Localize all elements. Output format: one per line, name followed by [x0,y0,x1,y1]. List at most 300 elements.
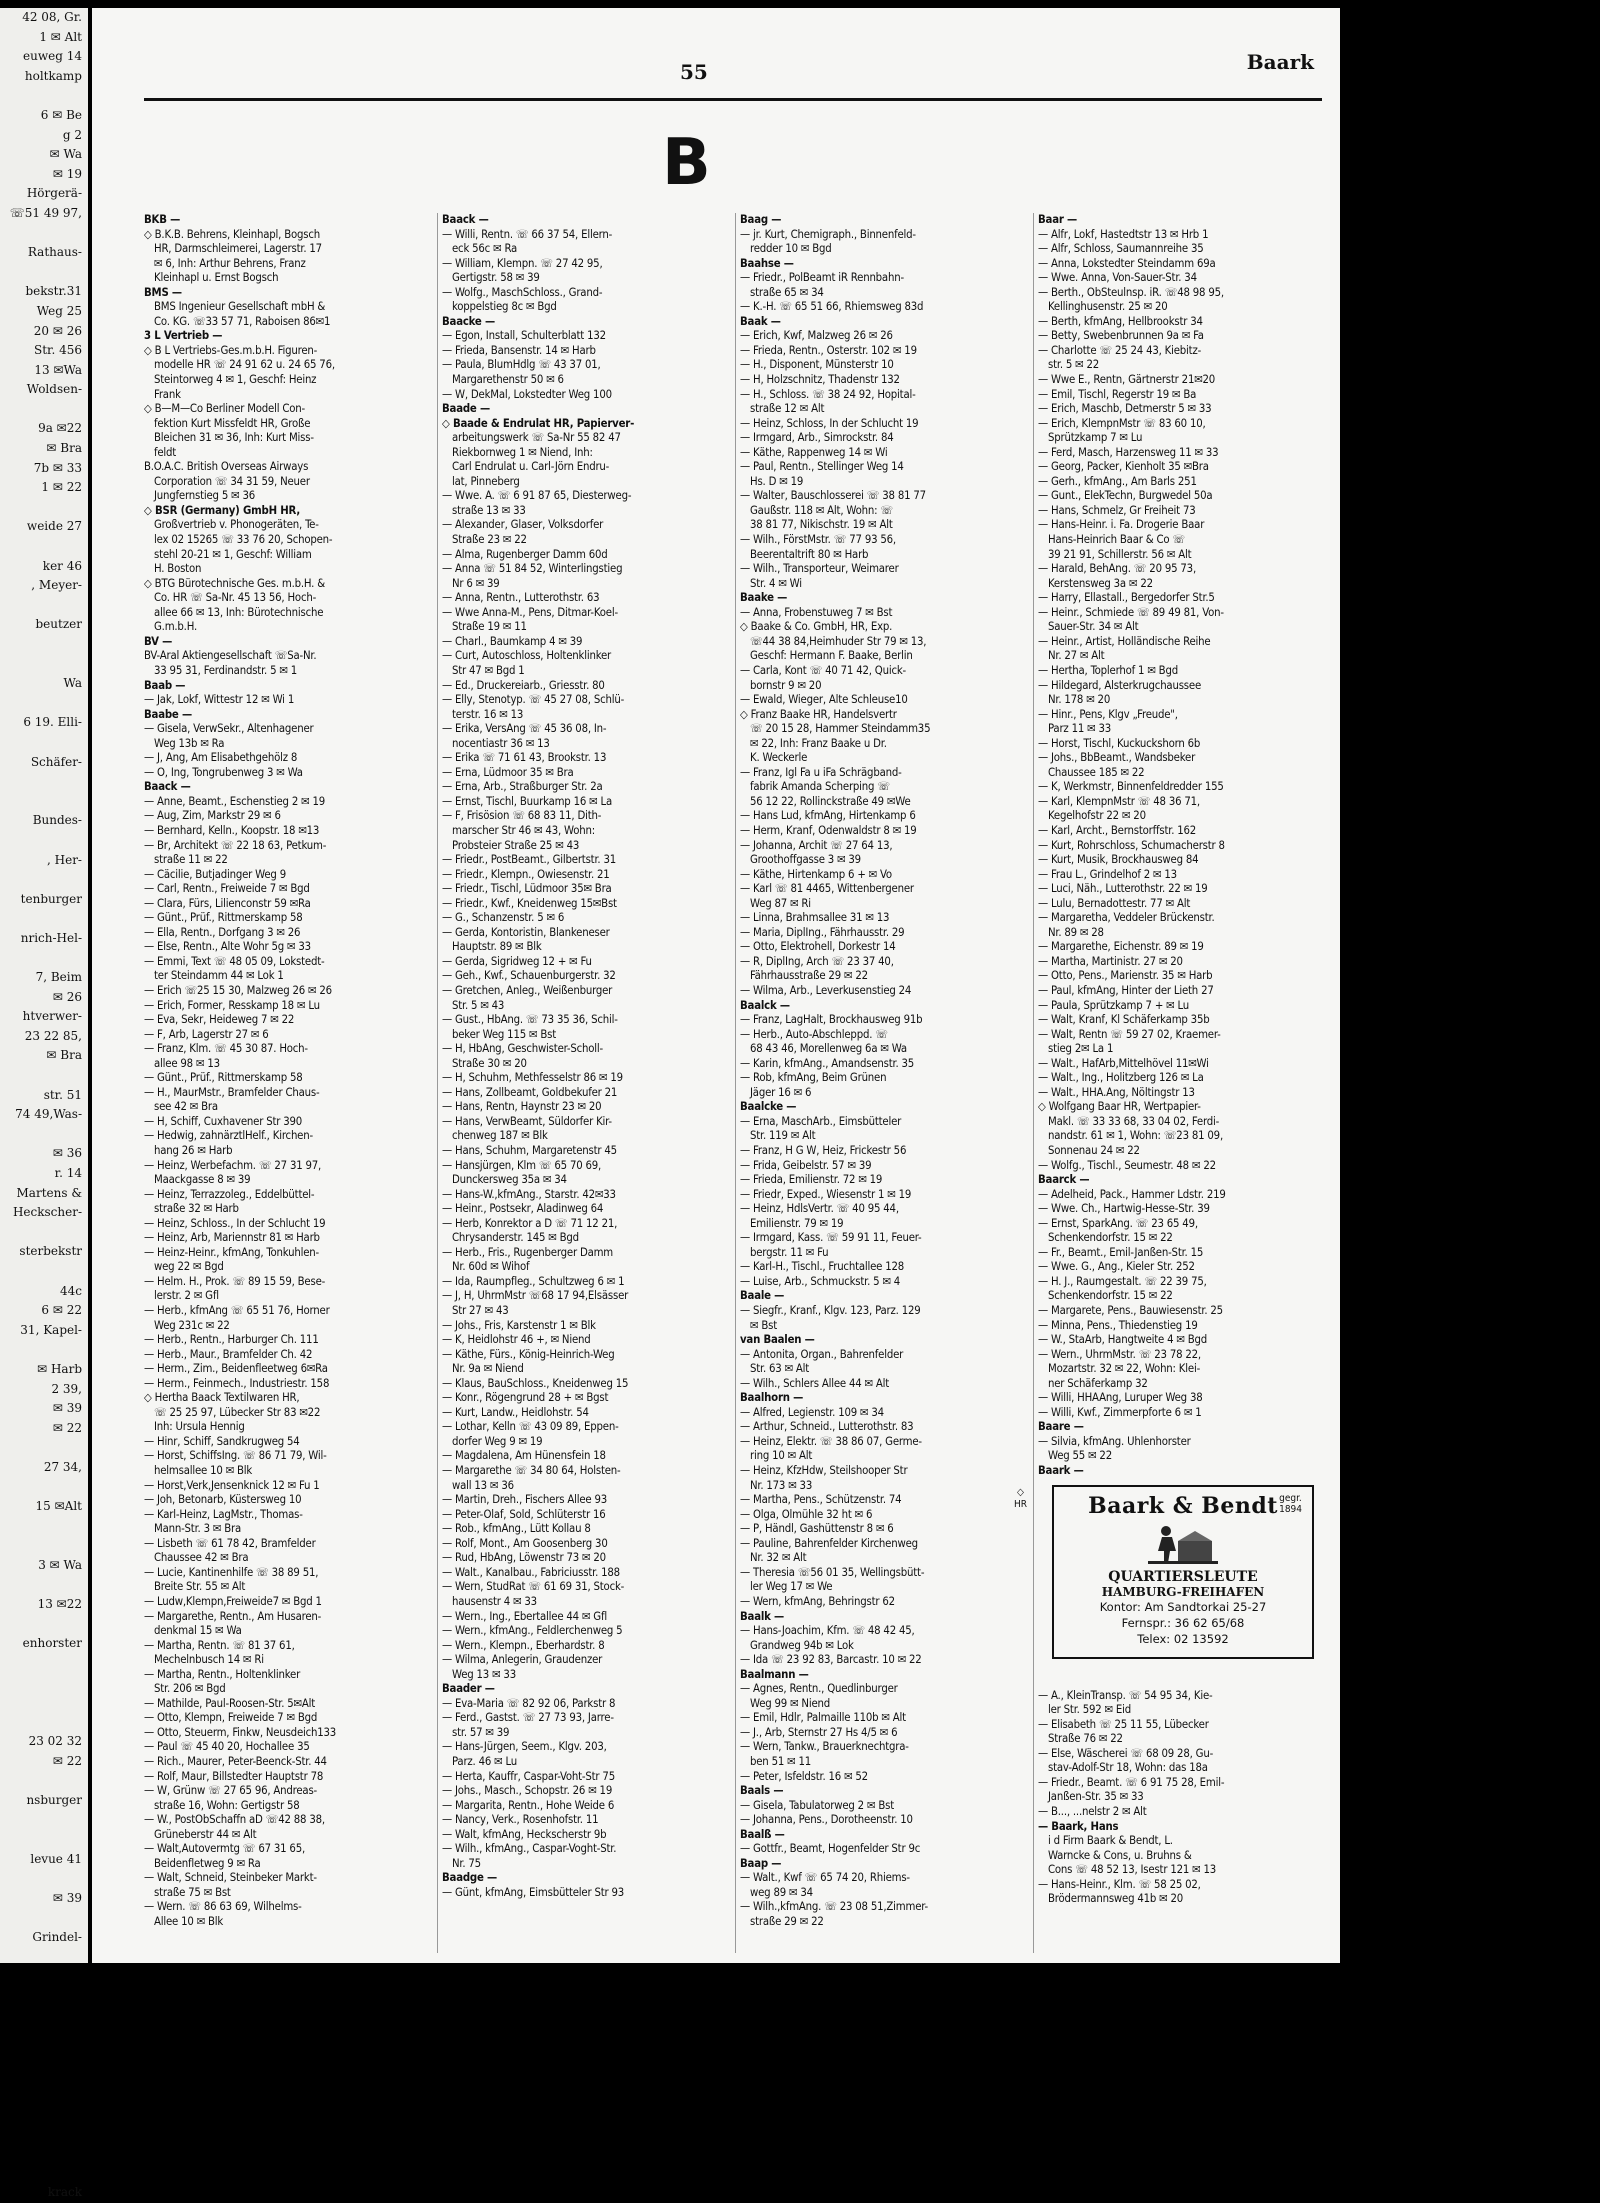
directory-entry-line: ☏ 20 15 28, Hammer Steindamm35 [750,722,931,736]
directory-entry-line: Weg 13 ✉ 33 [452,1667,516,1681]
directory-entry-line: ◇ Franz Baake HR, Handelsvertr [740,707,897,721]
column-4-entries-after-ad [1038,1689,1320,1907]
surname-heading: Baalck — [740,998,790,1012]
directory-entry-line: hausenstr 4 ✉ 33 [452,1594,537,1608]
directory-entry-line: ✉ Bst [750,1318,777,1332]
ad-founded [1279,1493,1302,1515]
fragment-line: beutzer [35,617,82,632]
directory-entry-line: — Alma, Rugenberger Damm 60d [442,547,608,561]
directory-entry-line: — Erich, Maschb, Detmerstr 5 ✉ 33 [1038,402,1212,416]
directory-entry-line: — Lothar, Kelln ☏ 43 09 89, Eppen- [442,1420,619,1434]
directory-entry-line: ◇ BTG Bürotechnische Ges. m.b.H. & [144,576,325,590]
directory-entry-line: ter Steindamm 44 ✉ Lok 1 [154,969,284,983]
directory-entry-line: Str. 63 ✉ Alt [750,1362,810,1376]
directory-entry-line: — Frieda, Rentn., Osterstr. 102 ✉ 19 [740,343,917,357]
directory-entry-line: fabrik Amanda Scherping ☏ [750,780,890,794]
directory-entry-line: — Walt., HHA.Ang, Nöltingstr 13 [1038,1085,1195,1099]
directory-entry-line: — Heinr., Postsekr, Aladinweg 64 [442,1202,604,1216]
directory-entry-line: Str. 206 ✉ Bgd [154,1682,226,1696]
directory-entry-line: wall 13 ✉ 36 [452,1478,514,1492]
directory-entry-line: — Erich, Former, Resskamp 18 ✉ Lu [144,998,320,1012]
directory-entry-line: Str. 119 ✉ Alt [750,1129,816,1143]
directory-entry-line: — Otto, Steuerm, Finkw, Neusdeich133 [144,1725,337,1739]
fragment-line: 74 49,Was- [15,1107,82,1122]
surname-heading: Baarck — [1038,1173,1090,1187]
directory-entry-line: — Otto, Elektrohell, Dorkestr 14 [740,940,896,954]
fragment-line: Wa [63,676,82,691]
directory-entry-line: — J, H, UhrmMstr ☏68 17 94,Elsässer [442,1289,629,1303]
directory-entry-line: — Anne, Beamt., Eschenstieg 2 ✉ 19 [144,794,326,808]
directory-entry-line: Breite Str. 55 ✉ Alt [154,1580,246,1594]
directory-entry-line: — Alfr, Schloss, Saumannreihe 35 [1038,242,1204,256]
fragment-line [0,1125,88,1145]
directory-entry-line: Nr. 178 ✉ 20 [1048,693,1111,707]
surname-heading: BV — [144,634,173,648]
directory-entry-line: — Wwe. Anna, Von-Sauer-Str. 34 [1038,271,1197,285]
directory-entry-line: — Hans-W.,kfmAng., Starstr. 42✉33 [442,1187,616,1201]
directory-entry-line: — Minna, Pens., Thiedenstieg 19 [1038,1318,1198,1332]
directory-entry-line: Jungfernstieg 5 ✉ 36 [154,489,255,503]
directory-entry-line: — Hans, Zollbeamt, Goldbekufer 21 [442,1085,618,1099]
fragment-line: , Her- [47,852,82,867]
surname-heading: Baake — [740,591,788,605]
column-1 [144,213,426,1953]
directory-entry-line: — Helm. H., Prok. ☏ 89 15 59, Bese- [144,1274,326,1288]
fragment-line: ✉ Harb [37,1361,82,1376]
directory-entry-line: — Walt, Kranf, Kl Schäferkamp 35b [1038,1013,1210,1027]
fragment-line [0,1909,88,1929]
directory-entry-line: Warncke & Cons, u. Bruhns & [1048,1848,1192,1862]
directory-entry-line: fektion Kurt Missfeldt HR, Große [154,416,311,430]
surname-heading: 3 L Vertrieb — [144,329,223,343]
fragment-line: ker 46 [42,558,82,573]
directory-entry-line: — Heinr., Artist, Holländische Reihe [1038,634,1211,648]
directory-entry-line: chenweg 187 ✉ Blk [452,1129,548,1143]
directory-entry-line: — Aug, Zim, Markstr 29 ✉ 6 [144,809,281,823]
column-divider [735,213,736,1953]
directory-entry-line: Mechelnbusch 14 ✉ Ri [154,1653,264,1667]
directory-entry-line: — Gunt., ElekTechn, Burgwedel 50a [1038,489,1213,503]
directory-entry-line: — Hans, VerwBeamt, Süldorfer Kir- [442,1114,612,1128]
fragment-line: 9a ✉22 [38,421,82,436]
directory-entry-line: — Irmgard, Kass. ☏ 59 91 11, Feuer- [740,1231,922,1245]
directory-entry-line: K. Weckerle [750,751,808,765]
directory-entry-line: stieg 2✉ La 1 [1048,1042,1114,1056]
directory-entry-line: — Berth, kfmAng, Hellbrookstr 34 [1038,314,1203,328]
directory-entry-line: helmsallee 10 ✉ Blk [154,1464,253,1478]
directory-entry-line: — Walt., Kanalbau., Fabriciusstr. 188 [442,1565,620,1579]
directory-entry-line: — Karl-Heinz, LagMstr., Thomas- [144,1507,303,1521]
fragment-line [0,733,88,753]
directory-entry-line: — Wilh., FörstMstr. ☏ 77 93 56, [740,533,896,547]
directory-entry-line: ner Schäferkamp 32 [1048,1376,1148,1390]
directory-entry-line: — jr. Kurt, Chemigraph., Binnenfeld- [740,227,916,241]
directory-entry-line: — Rolf, Mont., Am Goosenberg 30 [442,1536,608,1550]
directory-entry-line: modelle HR ☏ 24 91 62 u. 24 65 76, [154,358,335,372]
directory-entry-line: str. 5 ✉ 22 [1048,358,1100,372]
directory-entry-line: Mann-Str. 3 ✉ Bra [154,1522,241,1536]
directory-entry-line: — Alfr, Lokf, Hastedtstr 13 ✉ Hrb 1 [1038,227,1209,241]
directory-entry-line: — F, Frisösion ☏ 68 83 11, Dith- [442,809,602,823]
fragment-line [0,1438,88,1458]
directory-entry-line: — Jak, Lokf, Wittestr 12 ✉ Wi 1 [144,693,295,707]
scan-border [0,1963,1600,2177]
directory-entry-line: Cons ☏ 48 52 13, Isestr 121 ✉ 13 [1048,1863,1217,1877]
fragment-line: 3 ✉ Wa [38,1557,82,1572]
directory-entry-line: — Konr., Rögengrund 28 + ✉ Bgst [442,1391,609,1405]
directory-entry-line: — Gust., HbAng. ☏ 73 35 36, Schil- [442,1013,618,1027]
directory-entry-line: — Mathilde, Paul-Roosen-Str. 5✉Alt [144,1696,316,1710]
fragment-line: Heckscher- [12,1205,82,1220]
directory-entry-line: — Johs., BbBeamt., Wandsbeker [1038,751,1196,765]
fragment-line: g 2 [62,127,82,142]
surname-heading: Baak — [740,314,781,328]
directory-entry-line: — Walt, Schneid, Steinbeker Markt- [144,1871,317,1885]
column-4 [1014,213,1320,1953]
surname-heading: Baader — [442,1682,495,1696]
directory-entry-line: allee 98 ✉ 13 [154,1056,220,1070]
directory-entry-line: lex 02 15265 ☏ 33 76 20, Schopen- [154,533,333,547]
directory-entry-line: — Luise, Arb., Schmuckstr. 5 ✉ 4 [740,1274,901,1288]
directory-entry-line: — Herm., Zim., Beidenfleetweg 6✉Ra [144,1362,328,1376]
directory-entry-line: — Karl, KlempnMstr ☏ 48 36 71, [1038,794,1200,808]
fragment-line: 6 ✉ 22 [41,1303,82,1318]
ad-box [1052,1485,1314,1659]
directory-entry-line: — Hansjürgen, Klm ☏ 65 70 69, [442,1158,602,1172]
directory-entry-line: Frank [154,387,181,401]
directory-entry-line: ✉ 22, Inh: Franz Baake u Dr. [750,736,887,750]
directory-entry-line: — Wern., Klempn., Eberhardstr. 8 [442,1638,605,1652]
directory-entry-line: marscher Str 46 ✉ 43, Wohn: [452,823,595,837]
directory-entry-line: — Paul, kfmAng, Hinter der Lieth 27 [1038,983,1214,997]
directory-entry-line: — Kurt, Musik, Brockhausweg 84 [1038,853,1199,867]
directory-entry-line: — Carla, Kont ☏ 40 71 42, Quick- [740,663,907,677]
directory-entry-line: Grüneberstr 44 ✉ Alt [154,1827,257,1841]
directory-entry-line: — Gerda, Sigridweg 12 + ✉ Fu [442,954,592,968]
directory-entry-line: — Walt,Autovermtg ☏ 67 31 65, [144,1842,305,1856]
directory-entry-line: Kegelhofstr 22 ✉ 20 [1048,809,1146,823]
directory-entry-line: — Johs., Masch., Schopstr. 26 ✉ 19 [442,1784,613,1798]
directory-entry-line: Str. 5 ✉ 43 [452,998,505,1012]
directory-entry-line: — Erich, Kwf, Malzweg 26 ✉ 26 [740,329,893,343]
ad-founded-label: gegr. [1279,1492,1302,1504]
directory-entry-line: Hs. D ✉ 19 [750,474,804,488]
directory-entry-line: — Herb, Konrektor a D ☏ 71 12 21, [442,1216,618,1230]
directory-entry-line: — Pauline, Bahrenfelder Kirchenweg [740,1536,918,1550]
directory-entry-line: — Käthe, Fürs., König-Heinrich-Weg [442,1347,615,1361]
directory-entry-line: — Erich ☏25 15 30, Malzweg 26 ✉ 26 [144,983,332,997]
fragment-line [0,1576,88,1596]
directory-entry-line: — Friedr., Klempn., Owiesenstr. 21 [442,867,610,881]
directory-entry-line: — Lisbeth ☏ 61 78 42, Bramfelder [144,1536,316,1550]
directory-entry-line: — Hans-Jürgen, Seem., Klgv. 203, [442,1740,607,1754]
directory-entry-line: — Peter, Isfeldstr. 16 ✉ 52 [740,1769,868,1783]
directory-entry-line: — Friedr., Kwf., Kneidenweg 15✉Bst [442,896,617,910]
directory-entry-line: — P, Händl, Gashüttenstr 8 ✉ 6 [740,1522,894,1536]
fragment-line: str. 51 [43,1087,82,1102]
directory-entry-line: — Rud, HbAng, Löwenstr 73 ✉ 20 [442,1551,606,1565]
directory-entry-line: — Br, Architekt ☏ 22 18 63, Petkum- [144,838,327,852]
directory-entry-line: straße 65 ✉ 34 [750,285,824,299]
surname-heading: Baack — [442,213,489,226]
directory-entry-line: — Paul, Rentn., Stellinger Weg 14 [740,460,904,474]
directory-entry-line: Nr 6 ✉ 39 [452,576,500,590]
directory-entry-line: Maackgasse 8 ✉ 39 [154,1173,251,1187]
fragment-line: Hörgerä- [26,186,82,201]
directory-entry-line: — H. J., Raumgestalt. ☏ 22 39 75, [1038,1274,1207,1288]
directory-entry-line: Sonnenau 24 ✉ 22 [1048,1144,1140,1157]
fragment-line [0,694,88,714]
directory-entry-line: — Alfred, Legienstr. 109 ✉ 34 [740,1405,884,1419]
directory-entry-line: Allee 10 ✉ Blk [154,1914,224,1928]
directory-entry-line: — Wolfg., MaschSchloss., Grand- [442,285,603,299]
directory-entry-line: Nr. 60d ✉ Wihof [452,1260,530,1274]
directory-entry-line: — Lucie, Kantinenhilfe ☏ 38 89 51, [144,1565,319,1579]
directory-entry-line: straße 32 ✉ Harb [154,1202,239,1216]
directory-entry-line: — Martin, Dreh., Fischers Allee 93 [442,1493,607,1507]
directory-entry-line: beker Weg 115 ✉ Bst [452,1027,556,1041]
directory-entry-line: — Friedr., Tischl, Lüdmoor 35✉ Bra [442,882,612,896]
directory-entry-line: ✉ 6, Inh: Arthur Behrens, Franz [154,256,306,270]
directory-entry-line: — Lulu, Bernadottestr. 77 ✉ Alt [1038,896,1191,910]
fragment-line: holtkamp [24,68,82,83]
directory-entry-line: terstr. 16 ✉ 13 [452,707,524,721]
directory-entry-line: — Hans-Heinr. i. Fa. Drogerie Baar [1038,518,1205,532]
fragment-line: 20 ✉ 26 [33,323,82,338]
directory-entry-line: BMS Ingenieur Gesellschaft mbH & [154,300,326,314]
directory-entry-line: — Gottfr., Beamt, Hogenfelder Str 9c [740,1842,921,1856]
directory-entry-line: — Paul ☏ 45 40 20, Hochallee 35 [144,1740,310,1754]
directory-entry-line: — Heinz, Terrazzoleg., Eddelbüttel- [144,1187,315,1201]
directory-entry-line: hang 26 ✉ Harb [154,1144,233,1157]
directory-entry-line: — Wwe E., Rentn, Gärtnerstr 21✉20 [1038,373,1216,387]
directory-entry-line: — Georg, Packer, Kienholt 35 ✉Bra [1038,460,1209,474]
fragment-line [0,1223,88,1243]
directory-entry-line: Chaussee 185 ✉ 22 [1048,765,1145,779]
directory-entry-line: — Paula, Sprützkamp 7 + ✉ Lu [1038,998,1190,1012]
column-3 [740,213,1022,1953]
directory-columns [144,213,1324,1953]
directory-entry-line: — Horst, SchiffsIng. ☏ 86 71 79, Wil- [144,1449,327,1463]
directory-entry-line: — Baark, Hans [1038,1819,1119,1833]
directory-entry-line: — F, Arb, Lagerstr 27 ✉ 6 [144,1027,269,1041]
page-number: 55 [680,60,708,84]
surname-heading: Baals — [740,1784,784,1798]
directory-entry-line: — Johs., Fris, Karstenstr 1 ✉ Blk [442,1318,596,1332]
directory-entry-line: — Alexander, Glaser, Volksdorfer [442,518,604,532]
directory-entry-line: — Martha, Martinistr. 27 ✉ 20 [1038,954,1183,968]
directory-entry-line: — W., PostObSchaffn aD ☏42 88 38, [144,1813,325,1827]
directory-entry-line: ◇ B—M—Co Berliner Modell Con- [144,402,306,416]
fragment-line: Woldsen- [26,382,82,397]
fragment-line: Grindel- [32,1930,82,1945]
fragment-line: ✉ Wa [49,147,82,162]
directory-entry-line: — Wwe. Ch., Hartwig-Hesse-Str. 39 [1038,1202,1210,1216]
directory-entry-line: 39 21 91, Schillerstr. 56 ✉ Alt [1048,547,1192,561]
directory-entry-line: — Gerh., kfmAng., Am Barls 251 [1038,474,1197,488]
directory-entry-line: — Karl ☏ 81 4465, Wittenbergener [740,882,914,896]
ad-subtitle: QUARTIERSLEUTE [1108,1568,1258,1585]
directory-entry-line: str. 57 ✉ 39 [452,1725,510,1739]
directory-entry-line: — H, HbAng, Geschwister-Scholl- [442,1042,603,1056]
directory-entry-line: — A., KleinTransp. ☏ 54 95 34, Kie- [1038,1688,1213,1702]
directory-entry-line: — Wern., kfmAng., Feldlerchenweg 5 [442,1624,623,1638]
directory-entry-line: — Günt., Prüf., Rittmerskamp 58 [144,911,303,925]
fragment-line [0,86,88,106]
directory-entry-line: — Arthur, Schneid., Lutterothstr. 83 [740,1420,914,1434]
directory-entry-line: — Heinz, Arb, Mariennstr 81 ✉ Harb [144,1231,320,1245]
fragment-line: 7b ✉ 33 [33,460,82,475]
directory-entry-line: — Wern, Tankw., Brauerknechtgra- [740,1740,909,1754]
fragment-line: 42 08, Gr. [22,10,82,24]
directory-entry-line: Nr. 89 ✉ 28 [1048,925,1104,939]
directory-entry-line: ☏ 25 25 97, Lübecker Str 83 ✉22 [154,1405,321,1419]
directory-entry-line: Kellinghusenstr. 25 ✉ 20 [1048,300,1168,314]
directory-entry-line: Hauptstr. 89 ✉ Blk [452,940,542,954]
directory-entry-line: — Charlotte ☏ 25 24 43, Kiebitz- [1038,343,1202,357]
fragment-line: ✉ 39 [52,1401,82,1416]
fragment-line [0,1673,88,1693]
directory-entry-line: — Adelheid, Pack., Hammer Ldstr. 219 [1038,1187,1226,1201]
directory-entry-line: — Otto, Klempn, Freiweide 7 ✉ Bgd [144,1711,318,1725]
directory-entry-line: — Käthe, Rappenweg 14 ✉ Wi [740,445,888,459]
directory-entry-line: Groothoffgasse 3 ✉ 39 [750,853,861,867]
directory-entry-line: — Otto, Pens., Marienstr. 35 ✉ Harb [1038,969,1213,983]
directory-entry-line: — Rob, kfmAng, Beim Grünen [740,1071,887,1085]
directory-entry-line: stav-Adolf-Str 18, Wohn: das 18a [1048,1761,1208,1775]
fragment-line [0,1693,88,1713]
directory-entry-line: — H., Schloss. ☏ 38 24 92, Hopital- [740,387,916,401]
directory-entry-line: 38 81 77, Nikischstr. 19 ✉ Alt [750,518,893,532]
directory-entry-line: — Theresia ☏56 01 35, Wellingsbütt- [740,1565,925,1579]
fragment-line: enhorster [22,1636,82,1651]
fragment-line: 31, Kapel- [20,1322,82,1337]
directory-entry-line: — Nancy, Verk., Rosenhofstr. 11 [442,1813,599,1827]
directory-entry-line: — Erika, VersAng ☏ 45 36 08, In- [442,722,607,736]
directory-entry-line: — Franz, H G W, Heiz, Frickestr 56 [740,1144,907,1157]
directory-entry-line: — Walt, kfmAng, Heckscherstr 9b [442,1827,607,1841]
directory-entry-line: — Herta, Kauffr, Caspar-Voht-Str 75 [442,1769,615,1783]
directory-entry-line: — Harald, BehAng. ☏ 20 95 73, [1038,562,1196,576]
directory-entry-line: — Friedr, Exped., Wiesenstr 1 ✉ 19 [740,1187,912,1201]
directory-entry-line: lerstr. 2 ✉ Gfl [154,1289,219,1303]
directory-entry-line: Steintorweg 4 ✉ 1, Geschf: Heinz [154,373,317,387]
fragment-line: htverwer- [22,1009,82,1024]
directory-entry-line: — Frieda, Bansenstr. 14 ✉ Harb [442,343,596,357]
fragment-line [0,1771,88,1791]
directory-entry-line: G.m.b.H. [154,620,197,634]
directory-entry-line: — J., Arb, Sternstr 27 Hs 4/5 ✉ 6 [740,1725,898,1739]
directory-entry-line: — Ella, Rentn., Dorfgang 3 ✉ 26 [144,925,301,939]
directory-entry-line: Janßen-Str. 35 ✉ 33 [1048,1790,1144,1804]
ad-founded-year: 1894 [1279,1503,1302,1515]
directory-entry-line: — Emmi, Text ☏ 48 05 09, Lokstedt- [144,954,325,968]
directory-entry-line: — Wwe. G., Ang., Kieler Str. 252 [1038,1260,1195,1274]
directory-entry-line: — Wwe Anna-M., Pens, Ditmar-Koel- [442,605,618,619]
directory-entry-line: — W., StaArb, Hangtweite 4 ✉ Bgd [1038,1333,1208,1347]
fragment-line [0,1811,88,1831]
directory-entry-line: — Wern, kfmAng, Behringstr 62 [740,1594,895,1608]
directory-entry-line: ler Weg 17 ✉ We [750,1580,833,1594]
directory-entry-line: — Eva, Sekr, Heideweg 7 ✉ 22 [144,1013,295,1027]
directory-entry-line: straße 29 ✉ 22 [750,1914,824,1928]
directory-entry-line: — Herb., Rentn., Harburger Ch. 111 [144,1333,319,1347]
surname-heading: Baack — [144,780,191,794]
directory-entry-line: — Wilh.,kfmAng. ☏ 23 08 51,Zimmer- [740,1900,928,1914]
directory-entry-line: — Margarita, Rentn., Hohe Weide 6 [442,1798,615,1812]
directory-entry-line: — Gerda, Kontoristin, Blankeneser [442,925,610,939]
directory-entry-line: — Herb., Fris., Rugenberger Damm [442,1245,614,1259]
directory-entry-line: — Martha, Pens., Schützenstr. 74 [740,1493,902,1507]
directory-entry-line: Corporation ☏ 34 31 59, Neuer [154,474,310,488]
directory-entry-line: — Hans, Schuhm, Margaretenstr 45 [442,1144,617,1157]
directory-entry-line: — Erna, Arb., Straßburger Str. 2a [442,780,603,794]
directory-page [92,8,1340,1963]
fragment-line: ✉ 19 [52,166,82,181]
directory-entry-line: Grandweg 94b ✉ Lok [750,1638,854,1652]
fragment-line: 27 34, [43,1459,82,1474]
fragment-line: 1 ✉ 22 [41,480,82,495]
directory-entry-line: — Ludw,Klempn,Freiweide7 ✉ Bgd 1 [144,1594,322,1608]
directory-entry-line: straße 12 ✉ Alt [750,402,825,416]
surname-heading: Baark — [1038,1464,1084,1478]
directory-entry-line: — Curt, Autoschloss, Holtenklinker [442,649,612,663]
fragment-line [0,772,88,792]
directory-entry-line: weg 22 ✉ Bgd [154,1260,224,1274]
directory-entry-line: B.O.A.C. British Overseas Airways [144,460,309,474]
directory-entry-line: Nr. 75 [452,1856,481,1870]
directory-entry-line: — Bernhard, Kelln., Koopstr. 18 ✉13 [144,823,320,837]
running-head: Baark [1246,50,1314,74]
ad-marker [1014,1487,1027,1511]
directory-entry-line: ler Str. 592 ✉ Eid [1048,1703,1131,1717]
directory-entry-line: bergstr. 11 ✉ Fu [750,1245,829,1259]
directory-entry-line: Straße 30 ✉ 20 [452,1056,527,1070]
directory-entry-line: — Hinr., Pens, Klgv „Freude", [1038,707,1178,721]
directory-entry-line: — Margarethe, Eichenstr. 89 ✉ 19 [1038,940,1204,954]
directory-entry-line: — Walt, Rentn ☏ 59 27 02, Kraemer- [1038,1027,1221,1041]
directory-entry-line: — Hans-Joachim, Kfm. ☏ 48 42 45, [740,1624,915,1638]
directory-entry-line: — Hans Lud, kfmAng, Hirtenkamp 6 [740,809,916,823]
header-rule [144,98,1322,101]
directory-entry-line: — Erich, KlempnMstr ☏ 83 60 10, [1038,416,1206,430]
directory-entry-line: — Elisabeth ☏ 25 11 55, Lübecker [1038,1717,1209,1731]
fragment-line: r. 14 [54,1166,82,1181]
directory-entry-line: — Agnes, Rentn., Quedlinburger [740,1682,898,1696]
fragment-line: ✉ Bra [46,1048,82,1063]
directory-entry-line: — Betty, Swebenbrunnen 9a ✉ Fa [1038,329,1204,343]
directory-entry-line: — Charl., Baumkamp 4 ✉ 39 [442,634,583,648]
directory-entry-line: koppelstieg 8c ✉ Bgd [452,300,557,314]
surname-heading: Baalk — [740,1609,784,1623]
directory-entry-line: Weg 87 ✉ Ri [750,896,811,910]
fragment-line [0,498,88,518]
directory-entry-line: HR, Darmschleimerei, Lagerstr. 17 [154,242,322,256]
directory-entry-line: — Karl-H., Tischl., Fruchtallee 128 [740,1260,905,1274]
directory-entry-line: — Käthe, Hirtenkamp 6 + ✉ Vo [740,867,892,881]
fragment-line: ✉ 36 [52,1146,82,1161]
fragment-line: krack [47,2184,82,2199]
fragment-line [0,635,88,655]
directory-entry-line: — Anna ☏ 51 84 52, Winterlingstieg [442,562,623,576]
directory-entry-line: — Friedr., PostBeamt., Gilbertstr. 31 [442,853,616,867]
fragment-line: 1 ✉ Alt [39,29,82,44]
directory-entry-line: — Hans-Heinr., Klm. ☏ 58 25 02, [1038,1877,1201,1891]
directory-entry-line: — Wilh., Schlers Allee 44 ✉ Alt [740,1376,890,1390]
directory-entry-line: — Kurt, Landw., Heidlohstr. 54 [442,1405,589,1419]
directory-entry-line: lat, Pinneberg [452,474,520,488]
directory-entry-line: — K.-H. ☏ 65 51 66, Rhiemsweg 83d [740,300,924,314]
